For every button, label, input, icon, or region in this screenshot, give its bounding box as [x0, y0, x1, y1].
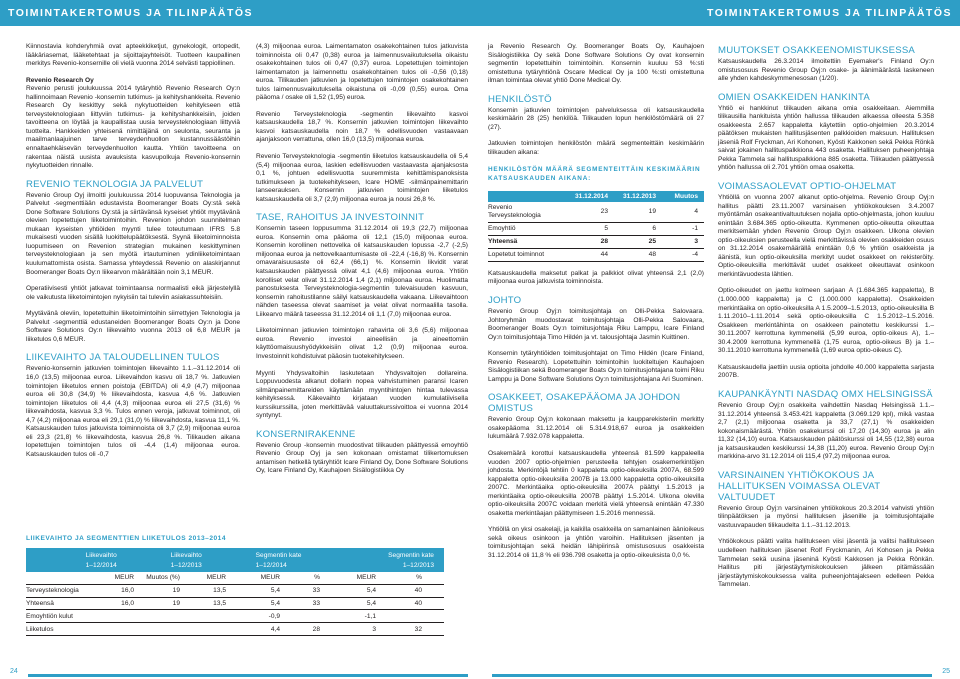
column-1 [26, 43, 240, 467]
table-row [26, 610, 444, 623]
table-row [26, 572, 444, 585]
section-heading: OSAKKEET, OSAKEPÄÄOMA JA JOHDON OMISTUS [488, 392, 681, 415]
row-label: Revenio Terveysteknologia [488, 204, 541, 220]
header-cell: Segmentin kate [388, 552, 434, 559]
paragraph: (4,3) miljoonaa euroa. Laimentamaton osakekohtainen tulos jatkuvista toiminnoista oli 0,47 (0,38) euroa ja laimennusvaikutuksella oikaistu osakekohtainen tulos oli 0,47 (0,37) euroa. Lopetettujen toimintojen laimentamaton ja laimennettu osakekohtainen tulos oli -0,56 (0,18) euroa. Tilikauden jatkuvien ja lopetettujen toimintojen osakekohtainen tulos laimennusvaikutuksella oikaistuna oli -0,09 (0,55) euroa. Oma pääoma / osake oli 1,52 (1,95) euroa. [256, 43, 468, 102]
page-number-left: 24 [10, 668, 18, 675]
paragraph: Yhtiökokous päätti valita hallitukseen viisi jäsentä ja valitsi hallitukseen uudelleen hallituksen jäsenet Rolf Fryckmanin, Ari Kohosen ja Pekka Tammelan sekä uusina jäseninä Kyösti Kakkosen ja Pekka Rönkän. Hallitus piti järjestäytymiskokouksen jälkeen pitämässään järjestäytymiskokouksessa valita puheenjohtajakseen edelleen Pekka Tammelan. [718, 538, 934, 589]
cell: MEUR [114, 574, 134, 582]
footer-rule-left [28, 674, 468, 677]
table-header [26, 548, 444, 572]
cell: 33 [312, 599, 320, 607]
cell: 28 [312, 625, 320, 633]
cell: 48 [648, 250, 656, 258]
section-heading: HENKILÖSTÖ [488, 93, 552, 105]
cell: 6 [652, 225, 656, 233]
paragraph: Katsauskaudella 26.3.2014 ilmoitettiin Eyemaker's Finland Oy:n omistusosuus Revenio Group Oyj:n osake- ja äänimäärästä laskeneen alle yhden kahdeskymmenesosan (1/20). [718, 58, 934, 83]
paragraph: Myytävänä oleviin, lopetettuihin liiketoimintoihin siirrettyjen Teknologia ja Palvelut -segmenttiä edustaneiden Boomeranger Boats Oy:n ja Done Software Solutions Oy:n liikevaihto vuonna 2013 oli 6,8 MEUR ja liiketulos 0,6 MEUR. [26, 310, 240, 343]
cell: 28 [600, 237, 608, 245]
row-label: Lopetetut toiminnot [488, 250, 545, 258]
section-heading: TASE, RAHOITUS JA INVESTOINNIT [256, 212, 425, 224]
header-cell: Liikevaihto [170, 552, 202, 559]
header-cell: 1–12/2014 [85, 562, 117, 569]
section-heading: VOIMASSAOLEVAT OPTIO-OHJELMAT [718, 181, 897, 193]
cell: 32 [414, 625, 422, 633]
header-bar [0, 0, 960, 26]
cell: 5,4 [366, 599, 376, 607]
cell: -0,9 [268, 612, 280, 620]
header-cell: 1–12/2013 [402, 562, 434, 569]
cell: MEUR [356, 574, 376, 582]
cell: 25 [648, 237, 656, 245]
paragraph: Revenio perusti joulukuussa 2014 tytäryhtiö Revenio Research Oy:n hallinnoimaan Revenio -konsernin tutkimus- ja kehityshankkeita. Revenio Research Oy keskittyy sekä nykytuotteiden kehitykseen että terveysteknologiaan liittyviin tutkimus- ja kehityshankkeisiin, joiden tavoitteena on löytää ja kaupallistaa uusia terveysteknologiaan liittyviä tuotteita. Hankkeiden yhteisenä nimittäjänä on seulonta, seuranta ja maailmanlaajuinen tarve terveydenhuollon kustannussäästöihin ennaltaehkäisevän terveydenhuollon kautta. Yhtiön tavoitteena on rakentaa näistä uusista avauksista kasvupolkuja Revenio-konsernin nykytuotteiden rinnalle. [26, 85, 240, 170]
cell: -1 [692, 225, 698, 233]
paragraph: Revenio-konsernin jatkuvien toimintojen liikevaihto 1.1.–31.12.2014 oli 16,0 (13,5) miljoonaa euroa. Liikevaihdon kasvu oli 18,7 %. Jatkuvien toimintojen liiketulos ennen poistoja (EBITDA) oli 4,9 (4,7) miljoonaa euroa eli 30,8 (34,9) % liikevaihdosta, kasvua 4,6 %. Jatkuvien toimintojen liiketulos oli 4,4 (4,3) miljoonaa euroa eli 27,5 (31,6) % liikevaihdosta, kasvua 3,3 %. Tulos ennen veroja, jatkuvat toiminnot, oli 4,7 (4,2) miljoonaa euroa eli 29,1 (31,0) % liikevaihdosta, kasvua 11,1 %. Katsauskauden tulos jatkuvista toiminnoista oli 3,7 (2,9) miljoonaa euroa eli 23,3 (21,8) % liikevaihdosta, kasvua 26,8 %. Tilikauden aikana lopetettujen toimintojen tulos oli -4,4 (1,4) miljoonaa euroa. Katsauskauden tulos oli -0,7 [26, 365, 240, 458]
cell: % [314, 574, 320, 582]
table-row [488, 249, 704, 262]
cell: MEUR [260, 574, 280, 582]
cell: 19 [172, 599, 180, 607]
section-heading: REVENIO TEKNOLOGIA JA PALVELUT [26, 178, 204, 190]
column-2 [256, 43, 468, 484]
header-cell: Liikevaihto [85, 552, 117, 559]
section-heading: KONSERNIRAKENNE [256, 428, 356, 440]
table-title: HENKILÖSTÖN MÄÄRÄ SEGMENTEITTÄIN KESKIMÄÄRIN KATSAUSKAUDEN AIKANA: [488, 166, 701, 183]
cell: 13,5 [213, 587, 226, 595]
header-cell: 31.12.2013 [622, 192, 656, 200]
paragraph: Osakemäärä korottui katsauskaudella yhteensä 81.599 kappaleella vuoden 2007 optio-ohjelmien perusteella tehtyjen osakemerkintöjen johdosta. Merkintöjä tehtiin 0 kappaletta optio-oikeuksilla 2007A, 68.599 kappaletta optio-oikeuksilla 2007B ja 13.000 kappaletta optio-oikeuksilla 2007C. Merkintäaika optio-oikeuksilla 2007A päättyi 1.5.2013 ja merkintäaika optio-oikeuksilla 2007B päättyi 1.5.2014. Ulkona olevilla optio-oikeuksilla 2007C voidaan merkitä vielä yhteensä enintään 47.330 osaketta merkintäajan päättymiseen 1.5.2016 mennessä. [488, 449, 704, 517]
paragraph: Katsauskaudella maksetut palkat ja palkkiot olivat yhteensä 2,1 (2,0) miljoonaa euroa jatkuvista toiminnoista. [488, 269, 704, 286]
row-label: Emoyhtiö [488, 225, 516, 233]
paragraph: Konsernin jatkuvien toimintojen palveluksessa oli katsauskaudella keskimäärin 28 (25) henkilöä. Tilikauden lopun henkilöstömäärä oli 27 (27). [488, 106, 704, 131]
section-heading: KAUPANKÄYNTI NASDAQ OMX HELSINGISSÄ [718, 388, 933, 400]
paragraph: ja Revenio Research Oy. Boomeranger Boats Oy, Kauhajoen Sisälogistiikka Oy sekä Done Software Solutions Oy ovat konsernin segmentin lopetettuihin toimintoihin. Konsernin kuuluu 53 %:sti omistettuna tytäryhtiönä Oscare Medical Oy ja 100 %:sti omistettuna ilman toimintaa olevat yhtiö Done Medical Oy. [488, 43, 704, 85]
cell: Muutos (%) [146, 574, 180, 582]
cell: 3 [694, 237, 698, 245]
footer [0, 668, 960, 679]
cell: % [416, 574, 422, 582]
paragraph: Kiinnostavia kohderyhmiä ovat apteekkiketjut, gynekologit, ortopedit, lääkäriasemat, lääketehtaat ja sijoittajayhteisöt. Tuotteen kaupallinen merkitys Revenio-konsernille oli vielä vuonna 2014 selvästi tappiollinen. [26, 43, 240, 68]
paragraph: Revenio Terveysteknologia -segmentin liikevaihto kasvoi katsauskaudella 18,7 %. Konsernin jatkuvien toimintojen liikevaihto kasvoi katsauskaudella noin 18,7 % edellisvuoden vastaavaan ajanjaksoon verrattuna, ollen 16,0 (13,5) miljoonaa euroa. [256, 110, 468, 144]
segment-table [26, 535, 444, 636]
paragraph: Revenio Group Oyj:n toimitusjohtaja on Olli-Pekka Salovaara. Johtoryhmän muodostavat toimitusjohtaja Olli-Pekka Salovaara, Boomeranger Boats Oy:n toimitusjohtaja Riku Lamppu, Icare Finland Oy:n toimitusjohtaja Timo Hildén ja vt. talousjohtaja Jasmin Kuittinen. [488, 307, 704, 341]
section-heading: VARSINAINEN YHTIÖKOKOUS JA HALLITUKSEN VOIMASSA OLEVAT VALTUUDET [718, 469, 881, 503]
paragraph: Revenio Group Oyj:n varsinainen yhtiökokous 20.3.2014 vahvisti yhtiön tilinpäätöksen ja myönsi hallituksen jäsenille ja toimitusjohtajalle vastuuvapauden tilikaudelta 1.1.–31.12.2013. [718, 504, 934, 529]
paragraph: Revenio Group Oyj:n osakkeita vaihdettiin Nasdaq Helsingissä 1.1.–31.12.2014 yhteensä 3.453.421 kappaletta (3.069.129 kpl), mikä vastaa 2,7 (2,1) miljoonaa osaketta ja 33,7 (27,1) % osakkeiden kokonaismäärästä. Yhtiön osakekurssi oli 17,20 (14,30) euroa ja alin 11,32 (14,10) euroa. Katsauskauden päätöskurssi oli 14,55 (12,38) euroa ja katsauskauden keskikurssi 14,38 (11,20) euroa. Revenio Group Oyj:n markkina-arvo 31.12.2014 oli 115,4 (97,2) miljoonaa euroa. [718, 401, 934, 461]
cell: 5,4 [366, 587, 376, 595]
paragraph: Optio-oikeudet on jaettu kolmeen sarjaan A (1.684.365 kappaletta), B (1.000.000 kappaletta) ja C (1.000.000 kappaletta). Osakkeiden merkintäaika on optio-oikeuksilla A 1.5.2009–1.5.2013, optio-oikeuksilla B 1.11.2010–1.11.2014 sekä optio-oikeuksilla C 1.5.2012–1.5.2016. Osakkeen merkintähinta on osakkeen painotettu keskikurssi 1.–30.11.2007 kerrottuna kymmenellä (5,99 euroa, optio-oikeus A), 1.–30.4.2009 kerrottuna kymmenellä (1,75 euroa, optio-oikeus B) ja 1.–30.11.2010 kerrottuna kymmenellä (1,69 euroa optio-oikeus C). [718, 287, 934, 355]
header-cell: Muutos [674, 192, 698, 200]
table-title: LIIKEVAIHTO JA SEGMENTTIEN LIIKETULOS 2013–2014 [26, 535, 226, 542]
cell: 13,5 [213, 599, 226, 607]
column-3 [488, 43, 704, 569]
paragraph: Konsernin taseen loppusumma 31.12.2014 oli 19,3 (22,7) miljoonaa euroa. Konsernin oma pääoma oli 12,1 (15,0) miljoonaa euroa. Konsernin korollinen nettovelka oli katsauskauden lopussa -2,7 (-2,5) miljoonaa euroa ja nettovelkaantumisaste oli -22,4 (-16,8) %. Konsernin omavaraisuusaste oli 62,4 (66,1) %. Konsernin likvidit varat katsauskauden päättyessä olivat 4,1 (4,6) miljoonaa euroa. Yhtiön korolliset velat olivat 31.12.2014 1,4 (2,1) miljoonaa euroa. Huolimatta panostuksesta Terveysteknologia-segmentin tulevaisuuden kasvuun, konsernin rahoitustilanne säilyi katsauskaudella vakaana. Liikevaihtoon nähden taseessa olevat saamiset ja velat olivat normaalilla tasolla. Liikearvo määrä taseessa 31.12.2014 oli 1,1 (7,0) miljoonaa euroa. [256, 225, 468, 318]
cell: 4 [694, 208, 698, 216]
cell: 40 [414, 587, 422, 595]
paragraph: Revenio Group Oyj:n kokonaan maksettu ja kaupparekisteriin merkitty osakepääoma 31.12.2014 oli 5.314.918,67 euroa ja osakkeiden lukumäärä 7.932.078 kappaletta. [488, 416, 704, 441]
table-row [26, 598, 444, 611]
cell: 33 [312, 587, 320, 595]
cell: 19 [648, 208, 656, 216]
cell: MEUR [206, 574, 226, 582]
section-heading: JOHTO [488, 294, 522, 306]
cell: -4 [692, 250, 698, 258]
table-row [26, 623, 444, 636]
cell: 5 [604, 225, 608, 233]
cell: 40 [414, 599, 422, 607]
paragraph: Jatkuvien toimintojen henkilöstön määrä segmenteittäin keskimäärin tilikauden aikana: [488, 140, 704, 156]
paragraph: Revenio Group Oyj ilmoitti joulukuussa 2014 luopuvansa Teknologia ja Palvelut -segmenttiään edustavista Boomeranger Boats Oy:stä sekä Done Software Solutions Oy:stä ja siirtävänsä kyseiset yhtiöt myytävänä olevien lopetettujen liiketoimintoihin. Revenion johdon suunnitelman mukaan kyseisten yhtiöiden myynti tulee toteutumaan IFRS 5.8 mukaisesti vuoden sisällä luokittelupäätöksestä. Syynä liiketoiminnoista luopumiseen on Revenion strategian mukainen keskittyminen terveysteknologiaan ja sen myötä irtautuminen ydinliiketoimintaan kuulumattomista osista. Samassa yhteydessä Revenio on alaskirjannut Boomeranger Boats Oy:n liikearvon määrältään noin 3,1 MEUR. [26, 191, 240, 276]
table-row [488, 236, 704, 249]
right-header-title: TOIMINTAKERTOMUS JA TILINPÄÄTÖS [706, 7, 952, 19]
cell: 19 [172, 587, 180, 595]
paragraph: Konsernin tytäryhtiöiden toimitusjohtajat on Timo Hildén (Icare Finland, Revenio Research). Lopetettuihin toimintoihin luokiteltujen Kauhajoen Sisälogistiikan sekä Boomeranger Boats Oy:n toimitusjohtajana toimi Riku Lamppu ja Done Software Solutions Oy:n toimitusjohtajana Ari Suominen. [488, 350, 704, 383]
section-heading: MUUTOKSET OSAKKEENOMISTUKSESSA [718, 45, 916, 56]
row-label: Yhteensä [26, 599, 54, 607]
cell: 23 [600, 208, 608, 216]
row-label: Yhteensä [488, 238, 518, 246]
cell: 3 [372, 625, 376, 633]
header-cell: 1–12/2013 [170, 562, 202, 569]
cell: 4,4 [270, 625, 280, 633]
row-label: Emoyhtiön kulut [26, 612, 73, 620]
cell: 5,4 [270, 599, 280, 607]
table-row [488, 202, 704, 223]
row-label: Terveysteknologia [26, 587, 79, 595]
table-header [488, 191, 704, 202]
cell: 16,0 [121, 599, 134, 607]
section-heading: Revenio Research Oy [26, 76, 94, 84]
paragraph: Yhtiö ei hankkinut tilikauden aikana omia osakkeitaan. Aiemmilla tilikausilla hankituista yhtiön hallussa tilikauden alkaessa olleesta 5.358 osakkeesta 2.657 kappaletta käytettiin optio-ohjelmien 20.3.2014 päätöksen mukaisten hallitusjäsenten palkkioiden maksuun. Hallituksen jäseniä Rolf Fryckman, Ari Kohonen, Kyösti Kakkonen sekä Pekka Rönkä saivat jokainen hallituspalkkiona 443 osaketta. Hallituksen puheenjohtaja Pekka Tammela sai hallituspalkkiona 885 osaketta. Tilikauden päättyessä yhtiön hallussa oli 2.701 yhtiön omaa osaketta. [718, 104, 934, 172]
paragraph: Liiketoiminnan jatkuvien toimintojen rahavirta oli 3,6 (5,6) miljoonaa euroa. Revenio investoi aineellisiin ja aineettomiin käyttöomaisuushyödykkeisiin olivat 1,2 (0,9) miljoonaa euroa. Investoinnit kohdistuivat pääosin tuotekehitykseen. [256, 327, 468, 360]
paragraph: Revenio Terveysteknologia -segmentin liiketulos katsauskaudella oli 5,4 (5,4) miljoonaa euroa, laskien edellisvuoden vastaavasta ajanjaksosta 0,1 %, johtuen edellisvuotta suuremmista kehittämispanoksista tutkimukseen ja tuotekehitykseen, Icare HOME -silmänpainemittarin lanseerauksen. Konsernin jatkuvien toimintojen liiketulos katsauskaudella oli 3,7 (2,9) miljoonaa euroa ja nousi 26,8 %. [256, 153, 468, 203]
paragraph: Revenio Group -konsernin muodostivat tilikauden päättyessä emoyhtiö Revenio Group Oyj ja sen kokonaan omistamat tilikertomuksen antamisen hetkellä tytäryhtiöt Icare Finland Oy, Done Software Solutions Oy, Icare Finland Oy, Kauhajoen Sisälogistiikka Oy [256, 441, 468, 475]
header-cell: 31.12.2014 [574, 192, 608, 200]
table-row [488, 223, 704, 236]
footer-rule-right [492, 674, 932, 677]
left-header-title: TOIMINTAKERTOMUS JA TILINPÄÄTÖS [8, 7, 254, 19]
table-row [26, 585, 444, 598]
table-body [26, 572, 444, 636]
paragraph: Myynti Yhdysvaltoihin laskutetaan Yhdysvaltojen dollareina. Loppuvuodesta alkanut dollarin nopea vahvistuminen paransi Icaren silmänpainemittareiden käyttämään myyntihintojen hintaa tulevassa kehityksessä. Käkevaihto kirjataan vuoden kumulatiivisella kurssikurssilla, joten merkittävää valuuttakurssivoittoa ei vuonna 2014 syntynyt. [256, 369, 468, 420]
cell: 5,4 [270, 587, 280, 595]
paragraph: Yhtiöllä on vuonna 2007 alkanut optio-ohjelma. Revenio Group Oyj:n hallitus päätti 23.11.2007 varsinaisen yhtiökokouksen 3.4.2007 myöntämän osakeantivaltuutuksen nojalla optio-ohjelmasta, johon kuuluu enintään 3.684.365 optio-oikeutta. Kymmenen optio-oikeutta oikeuttaa merkitsemään yhden Revenio Group Oyj:n osakkeen. Ulkona olevien optio-oikeuksien perusteella vielä merkittävissä olevien osakkeiden osuus on 31.12.2014 osakemäärällä enintään 0,6 % yhtiön osakkeista ja äänistä, kun optio-oikeuksilla merkityt uudet osakkeet on rekisteröity. Optio-oikeuksilla merkittävät uudet osakkeet oikeuttavat osinkoon merkintävuodesta lähtien. [718, 194, 934, 278]
paragraph: Yhtiöllä on yksi osakelaji, ja kaikilla osakkeilla on samanlainen äänioikeus sekä oikeus osinkoon ja yhtiön varoihin. Hallituksen jäsenten ja toimitusjohtajan sekä heidän lähipiirinsä omistusosuus osakkeista 31.12.2014 oli 11,8 % eli 936.798 osaketta ja optio-oikeuksista 0,0 %. [488, 526, 704, 559]
personnel-table [488, 191, 704, 261]
paragraph: Katsauskaudella jaettiin uusia optioita johdolle 40.000 kappaletta sarjasta 2007B. [718, 363, 934, 380]
section-heading: LIIKEVAIHTO JA TALOUDELLINEN TULOS [26, 352, 220, 364]
paragraph: Operatiivisesti yhtiöt jatkavat toimintaansa normaalisti eikä järjestelyllä ole vaikutusta liiketoimintojen nykyisiin tai tuleviin asiakassuhteisiin. [26, 285, 240, 301]
cell: 16,0 [121, 587, 134, 595]
cell: 44 [600, 250, 608, 258]
column-4 [718, 43, 934, 598]
cell: -1,1 [364, 612, 376, 620]
header-cell: 1–12/2014 [255, 562, 287, 569]
page-number-right: 25 [942, 668, 950, 675]
header-cell: Segmentin kate [255, 552, 302, 559]
row-label: Liiketulos [26, 625, 54, 633]
section-heading: OMIEN OSAKKEIDEN HANKINTA [718, 91, 870, 103]
